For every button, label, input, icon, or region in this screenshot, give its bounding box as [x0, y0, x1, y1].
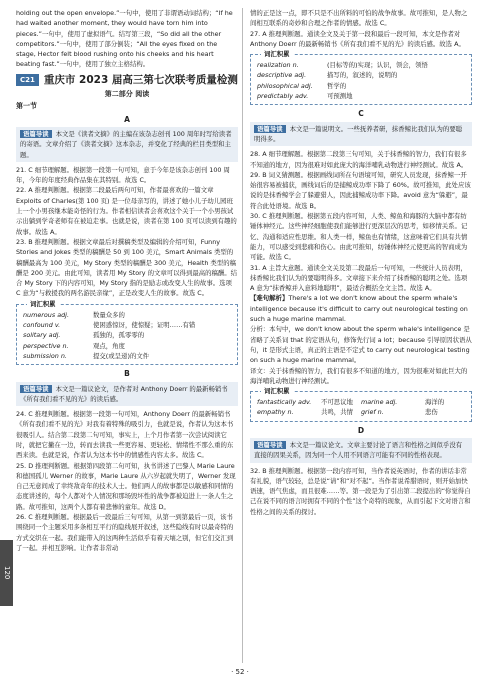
guide-box-b	[16, 382, 238, 407]
vocab-def: 数量众多的	[93, 310, 125, 319]
answer-item: 32. B 推理判断题。根据第一段内容可知，当作者说英语时，作者的讲话非常有礼貌，语气较轻，总是说“请”和“对不起”。当作者说希腊语时，则开始加快语速，语气焦虑，而且很难……等。第一段是为了引出第二段提出的“你觉得自己在说不同的语言时拥有不同的个性”这个奇特的现象，从而引起下文对语言和性格之间的关系的探讨。	[250, 466, 471, 516]
vocab-row	[23, 351, 231, 361]
intro-paragraph: 情的正是这一点，即不只是不出所料的可怕的战争故事。故可推知，是人物之间相互联系的奇妙和合理之作者的情感。故选 C。	[250, 9, 468, 28]
vocab-def: 共鸣，共情	[321, 408, 353, 417]
vocab-def: 提交(或呈递)的文件	[93, 351, 150, 360]
answer-item: 30. C 推理判断题。根据第五段内容可知，人类、鲸鱼和海豚的大脑中都有纺锤体神经元。这些神经细胞使我们能够进行更深层次的思考，如移情关系。记忆、沟通和适应性思维。和人类一样，鲸鱼也有情绪，这意味着它们具有共情能力，可以感受到悲痛和伤心。由此可推知，纺锤体神经元使更高的智商成为可能。故选 C。	[250, 212, 468, 262]
answer-item: 25. D 推理判断题。根据第四段第二句可知，执书讲述了巴黎人 Marie Laure 和德国孤儿 Werner 的故事，Marie Laure 从六岁起就失明了，Werner 发现自己无意间成了幸终敌奇年的技术人士。他们两人的故事都是以敏感和同情的态度讲述的，每个人都对个人情况和那场毁坏性的战争都被迫进上一条人生之路。故可推知，这两个人都有着悲惨的童年。故选 D。	[16, 461, 236, 511]
column-divider	[242, 8, 243, 663]
vocab-def: 哲学的	[327, 81, 347, 90]
vocab-def: 悲伤	[425, 408, 438, 417]
vocabulary-box-title: 词汇积累	[261, 386, 293, 396]
exam-title-bar	[16, 74, 238, 86]
vocabulary-box-a	[16, 299, 238, 365]
vocab-def: 观点，角度	[93, 341, 125, 350]
vocab-word: empathy n.	[257, 408, 294, 417]
vocab-word: numerous adj.	[23, 310, 69, 319]
vocab-word: realization n.	[257, 61, 299, 70]
vocabulary-box-title: 词汇积累	[261, 49, 293, 59]
analysis-sentence: There's a lot we don't know about the sperm whale's intelligence because it's difficult to carry out neurological testing on such a huge marine mammal.	[250, 294, 468, 324]
vocab-word: confound v.	[23, 321, 61, 330]
vocab-row	[257, 70, 465, 80]
guide-text: 本文是《读者文摘》的主编在该杂志创刊 100 周年时写给读者的寄语。文章介绍了《读者文摘》这本杂志，并变化了经典的栏目类型和主题。	[20, 129, 232, 159]
vocab-def: 描写的，叙述的，说明的	[327, 71, 398, 80]
vocab-def: 海洋的	[425, 398, 445, 407]
answer-item: 31. A 主旨大意题。通读全文关及第二段最后一句可知，一些统计人员表明，抹香鲸比我们认为的要聪明得多。文章接下来介绍了抹香鲸的聪明之处。选项 A 意为“抹香鲸并入意料地聪明”，最适合概括全文主旨。故选 A。	[250, 263, 468, 293]
vocab-def: 孤独的，孤零零的	[93, 331, 145, 340]
vocab-word: marine adj.	[361, 398, 398, 407]
side-tab: 120	[0, 540, 13, 606]
vocab-word: predictably adv.	[257, 92, 309, 101]
vocab-word: philosophical adj.	[257, 81, 313, 90]
guide-box-a	[16, 127, 238, 162]
answer-item: 29. B 词义猜测题。根据画线词所在句语境可知，研究人员发现，抹香鲸一开始很容易被捕获，画线词后的是捕鲸成功率下降了 60%。故可推知，此处应该说的是抹香鲸学会了躲避猎人，因此捕鲸成功率下降。avoid 意为“躲避”，最符合此处语境。故选 B。	[250, 170, 471, 210]
exam-code-badge: C21	[16, 74, 39, 86]
vocabulary-box-title: 词汇积累	[27, 299, 59, 309]
vocabulary-box-b	[250, 50, 472, 105]
passage-letter-c: C	[358, 109, 364, 119]
answer-item: 27. A 推理判断题。通读全文及关于第一段和最后一段可知，本文是作者对 Anthony Doerr 的最新畅销书《所有我们看不见的光》的读后感。故选 A。	[250, 29, 465, 48]
guide-text: 本文是一篇说明文。一些抚养者研，抹香鲸比我们认为的要聪明得多。	[254, 124, 463, 143]
vocab-word: descriptive adj.	[257, 71, 307, 80]
vocab-row	[23, 341, 231, 351]
passage-letter-d: D	[357, 425, 365, 435]
sentence-analysis	[250, 293, 472, 324]
vocab-def: 不可思议地	[321, 398, 353, 407]
vocab-row	[23, 310, 231, 320]
page-number: · 52 ·	[231, 668, 249, 676]
analysis-title: 【难句解析】	[250, 294, 289, 303]
intro-paragraph: holding out the open envelope.”一句中，使用了非谓语动词结构；“If he had waited another moment, they would have torn him into pieces.”一句中，使用了虚拟语气。结写第三段，“So did all the other competitors.”一句中，使用了部分倒装；“All the eyes fixed on the stage, Hector felt blood rushing onto his cheeks and his heart beating fast.”一句中，使用了独立主格结构。	[16, 9, 233, 69]
analysis-translation: 译文：关于抹香鲸的智力，我们有很多不知道的地方，因为很难对如此巨大的海洋哺乳动物进行神经测试。	[250, 366, 468, 385]
passage-letter-a: A	[124, 114, 130, 124]
vocab-row	[23, 320, 231, 330]
vocabulary-box-c	[250, 387, 472, 422]
guide-tag: 语篇导读	[20, 130, 52, 138]
answer-item: 22. A 推理判断题。根据第二段最后两句可知，作者最喜欢的一篇文章 Exploits of Charles(第 100 页) 是一位母亲写的，讲述了她小儿子幼儿园班上一个小男孩继本能奇怪的行为。作者相信读者会喜欢这个关于一个小男孩试示出躺到学奇老师有在被迫走事。也就是说，读者在第 100 页可以读到有趣的故事。故选 A。	[16, 186, 237, 236]
exam-title: 重庆市 2023 届高三第七次联考质量检测	[43, 73, 238, 86]
answer-item: 23. B 推理判断题。根据文章最后对撰稿类型及编辑的介绍可知，Funny Stories and Jokes 类型的稿酬是 50 到 100 美元，Smart Animals 类型的稿酬最高为 100 美元，My Story 类型的稿酬是 300 美元，Health 类型的稿酬是 200 美元。由此可知，读者用 My Story 的文章可以得到最高的稿酬。结合 My Story 下的内容可知，My Story 指的是励志或改变人生的故事。选项 C 意为“与救援我的两名游民亲缘”，正是改变人生的故事。故选 C。	[16, 237, 238, 298]
guide-text: 本文是一篇议论文，是作者对 Anthony Doerr 的最新畅销书《所有我们看不见的光》的读后感。	[20, 384, 228, 403]
vocab-word: submission n.	[23, 351, 67, 360]
vocab-row	[257, 91, 465, 101]
guide-box-c	[250, 122, 472, 147]
answer-item: 24. C 推理判断题。根据第一段第一句可知，Anthony Doerr 的最新畅销书《所有我们看不见的光》对我有着特殊的吸引力，也就是说，作者认为这本书很吸引人。结合第二段第二句可知，事实上，上个月作者第一次尝试阅读它时，就把它撇在一边，转而去读我一些更容易、更轻松、情绪性不那么重的东西来读。也就是说，作者认为这本书中的情感性内容太多。故选 C。	[16, 410, 234, 460]
vocab-row	[257, 81, 465, 91]
section-heading: 第一节	[16, 102, 37, 111]
vocab-word: solitary adj.	[23, 331, 61, 340]
guide-tag: 语篇导读	[254, 441, 286, 449]
vocab-def: 可预测地	[327, 92, 353, 101]
vocab-def: (目标等的)实现；认识，领会，领悟	[327, 61, 428, 70]
vocab-row	[257, 397, 465, 407]
guide-tag: 语篇导读	[254, 125, 286, 133]
vocab-def: 使困惑惊讶，使惊疑；证明……有错	[93, 321, 196, 330]
guide-tag: 语篇导读	[20, 385, 52, 393]
answer-item: 21. C 细节理解题。根据第一段第一句可知，意于今年是该杂志创刊 100 周年，今年的年度经典作品集在其特别。故选 C。	[16, 165, 230, 185]
vocab-word: perspective n.	[23, 341, 69, 350]
vocab-word: grief n.	[361, 408, 384, 417]
guide-text: 本文是一篇议论文。文章主要讨论了语言和性格之间似乎没有直接的因果关系，因为同一个人用不同语言可能有不同的性格表现。	[254, 440, 463, 460]
analysis-explanation: 分析：本句中，we don't know about the sperm whale's intelligence 是省略了关系词 that 的定语从句，修饰先行词 a lot；because 引导原因状语从句，it 是形式主语，真正的主语是不定式 to carry out neurological testing on such a huge marine mammal。	[250, 325, 472, 365]
passage-letter-b: B	[124, 369, 130, 379]
left-column	[16, 8, 238, 553]
vocab-word: fantastically adv.	[257, 398, 312, 407]
vocab-row	[23, 330, 231, 340]
right-column	[250, 8, 472, 517]
vocab-row	[257, 60, 465, 70]
vocab-row	[257, 407, 465, 417]
guide-box-d	[250, 438, 472, 463]
answer-item: 26. C 推理判断题。根据最后一段最后三句可知，从第一到第最后一页，该书围绕同一个主题采用多条相互平行的隐线展开叙述，这些隐线有时以最奇特的方式交织在一起。我们能带入的这两种生活似乎有着天壤之别，但它们交汇到了一起。并相互影响。让作者非常动	[16, 513, 234, 552]
answer-item: 28. A 细节理解题。根据第二段第三句可知，关于抹香鲸的智力，我们有很多不知道的地方，因为很难对如此庞大的海洋哺乳动物进行神经测试。故选 A。	[250, 150, 468, 169]
part-heading: 第二部分 阅读	[104, 90, 150, 99]
